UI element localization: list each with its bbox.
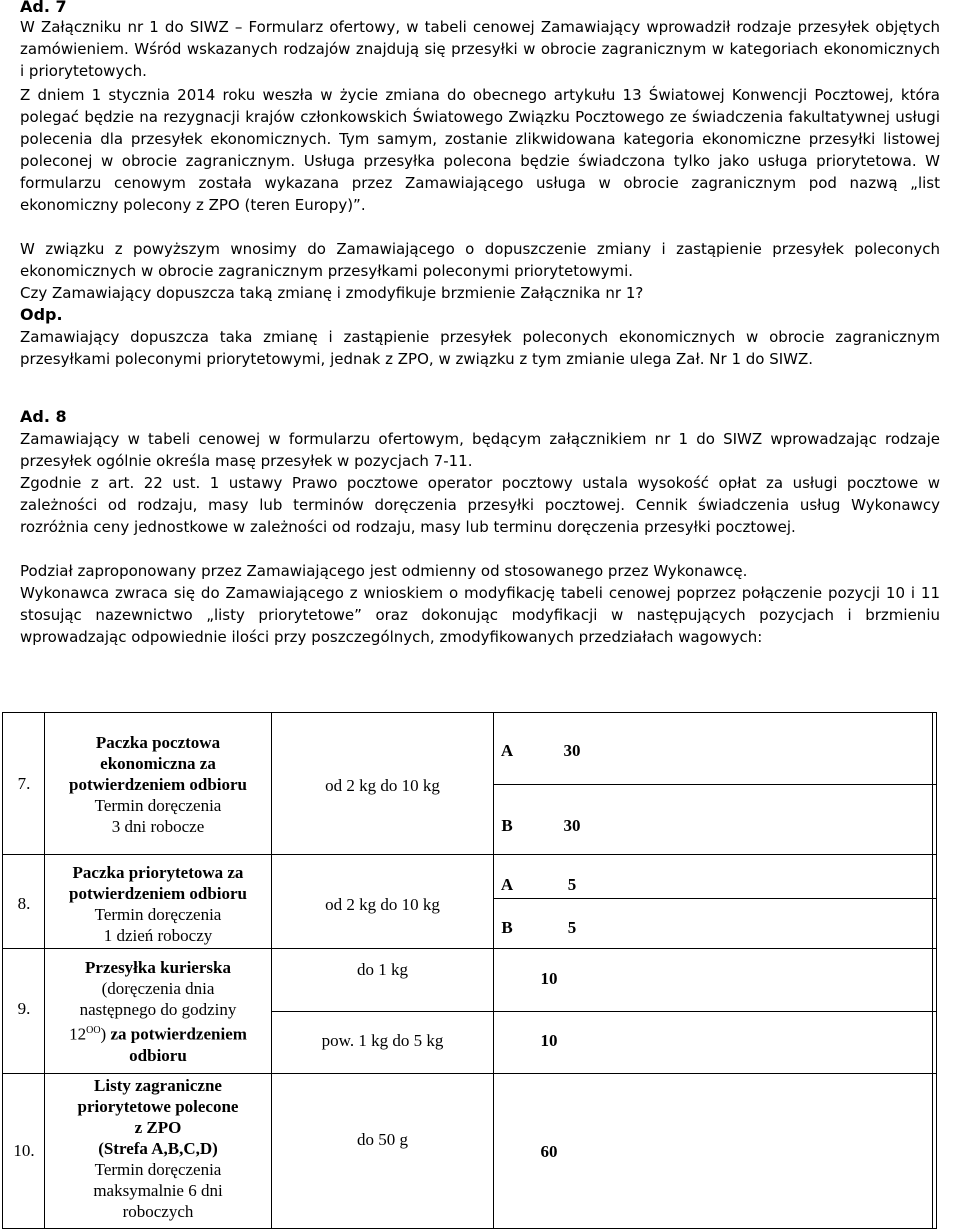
ad7-paragraph-2: Z dniem 1 stycznia 2014 roku weszła w życie zmiana do obecnego artykułu 13 Światowej Konwencji Pocztowej, która polegać będzie na rezygnacji krajów członkowskich Światowego Związku Pocztowego ze świadczenia fakultatywnej usługi polecenia dla przesyłek ekonomicznych. Tym samym, zostanie zlikwidowana kategoria ekonomiczne przesyłki listowej poleconej w obrocie zagranicznym. Usługa przesyłka polecona będzie świadczona tylko jako usługa priorytetowa. W formularzu cenowym została wykazana przez Zamawiającego usługa w obrocie zagranicznym pod nazwą „list ekonomiczny polecony z ZPO (teren Europy)”. xyxy=(20,86,940,214)
row-9-weight-2: pow. 1 kg do 5 kg xyxy=(321,1031,444,1050)
ad7-heading: Ad. 7 xyxy=(20,0,67,16)
ad7-answer: Zamawiający dopuszcza taka zmianę i zastąpienie przesyłek poleconych ekonomicznych w obrocie zagranicznym przesyłkami poleconymi priorytetowymi, jednak z ZPO, w związku z tym zmianie ulega Zał. Nr 1 do SIWZ. xyxy=(20,328,940,368)
row-7-group-a-label: A xyxy=(500,741,514,760)
row-8-group-b-label: B xyxy=(501,918,513,937)
row-10-name-line: Termin doręczenia xyxy=(94,1160,222,1179)
ad8-paragraph-2: Zgodnie z art. 22 ust. 1 ustawy Prawo pocztowe operator pocztowy ustala wysokość opłat za usługi pocztowe w zależności od rodzaju, masy lub terminów doręczenia przesyłki pocztowej. Cennik świadczenia usług Wykonawcy rozróżnia ceny jednostkowe w zależności od rodzaju, masy lub terminu doręczenia przesyłki pocztowej. xyxy=(20,474,940,536)
row-9-name-line: Przesyłka kurierska xyxy=(85,958,231,977)
row-7-name-line: Termin doręczenia xyxy=(94,796,222,815)
row-9-name-line xyxy=(45,1020,271,1045)
row-7-number: 7. xyxy=(17,774,31,793)
row-10-name-line: maksymalnie 6 dni xyxy=(93,1181,223,1200)
row-7-group-b-label: B xyxy=(501,816,513,835)
row-10-value: 60 xyxy=(540,1142,558,1161)
row-7-name-line: 3 dni robocze xyxy=(111,817,205,836)
ad7-paragraph-1: W Załączniku nr 1 do SIWZ – Formularz ofertowy, w tabeli cenowej Zamawiający wprowadził rodzaje przesyłek objętych zamówieniem. Wśród wskazanych rodzajów znajdują się przesyłki w obrocie zagranicznym w kategoriach ekonomicznych i priorytetowych. xyxy=(20,18,940,80)
row-7-name xyxy=(45,732,271,837)
row-10-name-line: (Strefa A,B,C,D) xyxy=(98,1139,218,1158)
row-7-group-b-value: 30 xyxy=(563,816,581,835)
row-9-hour: 12 xyxy=(69,1024,87,1044)
row-9-value-1: 10 xyxy=(540,969,558,988)
row-10-name xyxy=(45,1075,271,1222)
row-7-name-line: potwierdzeniem odbioru xyxy=(68,775,248,794)
row-9-minutes: OO xyxy=(86,1025,101,1036)
row-8-group-a-label: A xyxy=(500,875,514,894)
row-8-weight: od 2 kg do 10 kg xyxy=(325,895,440,914)
row-9-confirm-text: za potwierdzeniem xyxy=(110,1024,247,1044)
row-7-name-line: ekonomiczna za xyxy=(100,754,216,773)
ad7-question: Czy Zamawiający dopuszcza taką zmianę i zmodyfikuje brzmienie Załącznika nr 1? xyxy=(20,284,644,302)
row-9-weight-1: do 1 kg xyxy=(357,960,408,979)
row-10-weight: do 50 g xyxy=(357,1130,408,1149)
ad7-paragraph-3: W związku z powyższym wnosimy do Zamawiającego o dopuszczenie zmiany i zastąpienie przesyłek poleconych ekonomicznych w obrocie zagranicznym przesyłkami poleconymi priorytetowymi. xyxy=(20,240,940,280)
row-7-name-line: Paczka pocztowa xyxy=(95,733,221,752)
row-9-value-2: 10 xyxy=(540,1031,558,1050)
row-8-name xyxy=(45,862,271,946)
row-9-name xyxy=(45,957,271,1066)
row-9-number: 9. xyxy=(17,999,31,1018)
row-8-name-line: potwierdzeniem odbioru xyxy=(68,884,248,903)
ad8-heading: Ad. 8 xyxy=(20,407,67,426)
row-7-weight: od 2 kg do 10 kg xyxy=(325,776,440,795)
row-10-name-line: roboczych xyxy=(122,1202,194,1221)
row-7-group-a-value: 30 xyxy=(563,741,581,760)
row-9-paren: ) xyxy=(100,1024,111,1044)
price-table xyxy=(2,712,937,1229)
row-8-group-b-value: 5 xyxy=(567,918,577,937)
row-8-group-a-value: 5 xyxy=(567,875,577,894)
row-8-name-line: 1 dzień roboczy xyxy=(103,926,213,945)
ad8-paragraph-4: Wykonawca zwraca się do Zamawiającego z wnioskiem o modyfikację tabeli cenowej poprzez połączenie pozycji 10 i 11 stosując nazewnictwo „listy priorytetowe” oraz dokonując modyfikacji w następujących pozycjach i brzmieniu wprowadzając odpowiednie ilości przy poszczególnych, zmodyfikowanych przedziałach wagowych: xyxy=(20,584,940,646)
row-9-name-line: odbioru xyxy=(129,1045,187,1065)
row-10-number: 10. xyxy=(13,1141,35,1160)
row-10-name-line: Listy zagraniczne xyxy=(94,1076,222,1095)
row-10-name-line: z ZPO xyxy=(134,1118,182,1137)
row-10-name-line: priorytetowe polecone xyxy=(77,1097,239,1116)
row-8-name-line: Termin doręczenia xyxy=(94,905,222,924)
ad8-paragraph-1: Zamawiający w tabeli cenowej w formularzu ofertowym, będącym załącznikiem nr 1 do SIWZ wprowadzając rodzaje przesyłek ogólnie określa masę przesyłek w pozycjach 7-11. xyxy=(20,430,940,470)
row-9-name-line: (doręczenia dnia xyxy=(101,979,215,998)
ad8-paragraph-3: Podział zaproponowany przez Zamawiającego jest odmienny od stosowanego przez Wykonawcę. xyxy=(20,562,748,580)
ad7-answer-label: Odp. xyxy=(20,305,63,324)
row-8-name-line: Paczka priorytetowa za xyxy=(72,863,244,882)
row-8-number: 8. xyxy=(17,894,31,913)
row-9-name-line: następnego do godziny xyxy=(79,1000,237,1019)
